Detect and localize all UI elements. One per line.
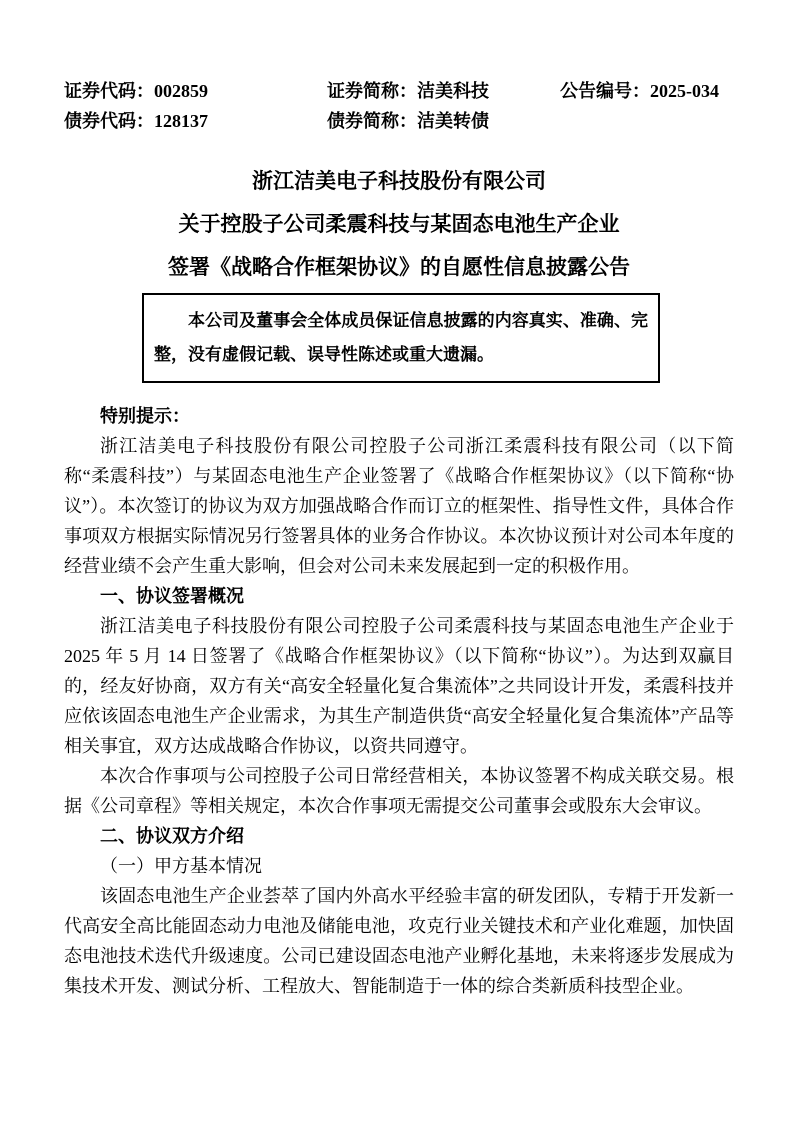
announcement-no-value: 2025-034 [650,81,719,101]
document-content [64,0,734,1001]
bond-code-value: 128137 [154,111,208,131]
special-note-heading: 特别提示： [100,406,190,426]
section-2-paragraph-1: 该固态电池生产企业荟萃了国内外高水平经验丰富的研发团队，专精于开发新一代高安全高比能固态动力电池及储能电池，攻克行业关键技术和产业化难题，加快固态电池技术迭代升级速度。公司已建设固态电池产业孵化基地，未来将逐步发展成为集技术开发、测试分析、工程放大、智能制造于一体的综合类新质科技型企业。 [64,886,734,996]
stock-code-value: 002859 [154,81,208,101]
announcement-no-label: 公告编号： [560,81,650,101]
bond-code [64,108,327,134]
stock-code-label: 证券代码： [64,81,154,101]
section-2-subheading-1: （一）甲方基本情况 [100,856,262,876]
disclaimer-box [142,293,660,383]
bond-abbr [327,108,560,134]
document-title-line-2: 关于控股子公司柔震科技与某固态电池生产企业 [178,212,620,236]
section-1-paragraph-1: 浙江洁美电子科技股份有限公司控股子公司柔震科技与某固态电池生产企业于 2025 年 5 月 14 日签署了《战略合作框架协议》（以下简称“协议”）。为达到双赢目的，经友好协商，双方有关“高安全轻量化复合集流体”之共同设计开发，柔震科技并应依该固态电池生产企业需求，为其生产制造供货“高安全轻量化复合集流体”产品等相关事宜，双方达成战略合作协议，以资共同遵守。 [64,616,734,756]
stock-abbr-value: 洁美科技 [417,81,489,101]
document-title-line-1: 浙江洁美电子科技股份有限公司 [252,169,546,193]
bond-code-label: 债券代码： [64,111,154,131]
bond-abbr-label: 债券简称： [327,111,417,131]
stock-abbr [327,78,560,104]
document-title-line-3: 签署《战略合作框架协议》的自愿性信息披露公告 [168,255,630,279]
bond-abbr-value: 洁美转债 [417,111,489,131]
header-spacer [560,108,734,134]
document-title [64,160,734,289]
special-note-paragraph: 浙江洁美电子科技股份有限公司控股子公司浙江柔震科技有限公司（以下简称“柔震科技”）与某固态电池生产企业签署了《战略合作框架协议》（以下简称“协议”）。本次签订的协议为双方加强战略合作而订立的框架性、指导性文件，具体合作事项双方根据实际情况另行签署具体的业务合作协议。本次协议预计对公司本年度的经营业绩不会产生重大影响，但会对公司未来发展起到一定的积极作用。 [64,436,734,576]
stock-code [64,78,327,104]
document-header-row-2 [64,108,734,134]
document-body [64,401,734,1001]
disclaimer-text: 本公司及董事会全体成员保证信息披露的内容真实、准确、完整，没有虚假记载、误导性陈述或重大遗漏。 [154,311,648,364]
announcement-no [560,78,734,104]
section-1-heading: 一、协议签署概况 [100,586,244,606]
stock-abbr-label: 证券简称： [327,81,417,101]
section-2-heading: 二、协议双方介绍 [100,826,244,846]
section-1-paragraph-2: 本次合作事项与公司控股子公司日常经营相关，本协议签署不构成关联交易。根据《公司章程》等相关规定，本次合作事项无需提交公司董事会或股东大会审议。 [64,766,734,816]
document-header-row-1 [64,78,734,104]
